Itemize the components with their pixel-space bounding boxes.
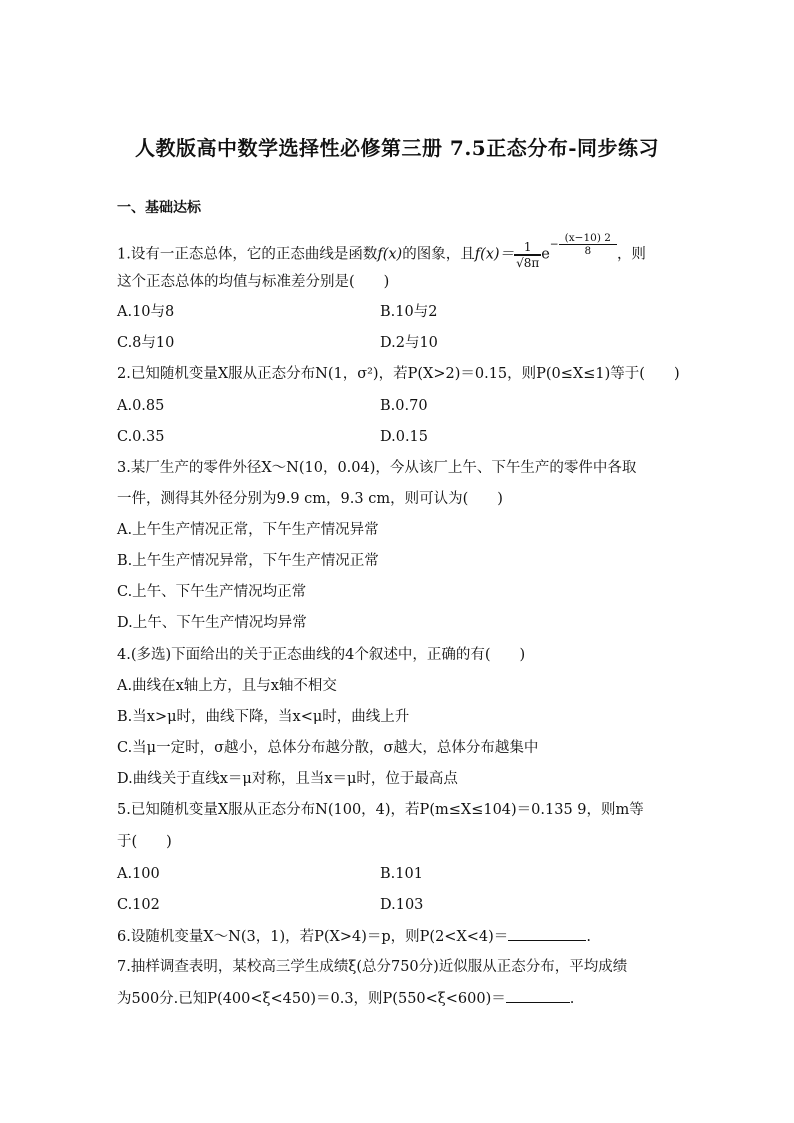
question-3-line-1: 3.某厂生产的零件外径X～N(10，0.04)，今从该厂上午、下午生产的零件中各取 (117, 460, 637, 476)
q3-option-d: D.上午、下午生产情况均异常 (117, 615, 307, 631)
q6-answer-blank[interactable] (508, 926, 586, 941)
q2-option-a: A.0.85 (117, 398, 165, 414)
question-7-line-2 (117, 988, 574, 1009)
q1-exp-den: 8 (584, 245, 592, 257)
question-6 (117, 926, 591, 947)
q5-option-a: A.100 (117, 866, 160, 882)
q2-option-c: C.0.35 (117, 429, 165, 445)
q1-option-c: C.8与10 (117, 335, 175, 351)
q5-option-c: C.102 (117, 897, 160, 913)
q4-option-a: A.曲线在x轴上方，且与x轴不相交 (117, 678, 337, 694)
question-7-line-1: 7.抽样调查表明，某校高三学生成绩ξ(总分750分)近似服从正态分布，平均成绩 (117, 959, 628, 975)
q1-option-d: D.2与10 (380, 335, 438, 351)
q1-exponent (550, 232, 617, 257)
question-1-line-1 (117, 232, 646, 270)
q1-text-end: ，则 (616, 246, 646, 263)
page-title: 人教版高中数学选择性必修第三册 7.5正态分布-同步练习 (134, 136, 660, 160)
q7-end: . (569, 991, 575, 1007)
q5-option-b: B.101 (380, 866, 423, 882)
q7-text: 为500分.已知P(400<ξ<450)＝0.3，则P(550<ξ<600)＝ (117, 991, 506, 1007)
q4-option-b: B.当x>μ时，曲线下降，当x<μ时，曲线上升 (117, 709, 410, 725)
q3-option-c: C.上午、下午生产情况均正常 (117, 584, 307, 600)
q2-option-b: B.0.70 (380, 398, 428, 414)
q7-answer-blank[interactable] (506, 988, 570, 1003)
q6-end: . (586, 929, 591, 945)
q1-exp-minus: − (549, 238, 559, 251)
q4-option-d: D.曲线关于直线x＝μ对称，且当x＝μ时，位于最高点 (117, 771, 458, 787)
q1-text-pre: 1.设有一正态总体，它的正态曲线是函数 (117, 246, 378, 263)
q1-frac-num: 1 (514, 240, 541, 255)
question-1-line-2: 这个正态总体的均值与标准差分别是( ) (117, 274, 390, 290)
question-2: 2.已知随机变量X服从正态分布N(1，σ²)，若P(X>2)＝0.15，则P(0≤X≤1)等于( ) (117, 366, 680, 382)
q1-eq-lhs: f(x)＝ (474, 246, 515, 263)
q6-text: 6.设随机变量X～N(3，1)，若P(X>4)＝p，则P(2<X<4)＝ (117, 929, 509, 945)
q1-exp-fraction (559, 232, 617, 257)
q1-e: e (541, 246, 550, 263)
q3-option-b: B.上午生产情况异常，下午生产情况正常 (117, 553, 379, 569)
q1-option-b: B.10与2 (380, 304, 438, 320)
question-5-line-1: 5.已知随机变量X服从正态分布N(100，4)，若P(m≤X≤104)＝0.135 9，则m等 (117, 802, 644, 818)
q1-frac-den: √8π (516, 255, 540, 270)
question-3-line-2: 一件，测得其外径分别为9.9 cm，9.3 cm，则可认为( ) (117, 491, 503, 507)
q1-option-a: A.10与8 (117, 304, 175, 320)
q1-exp-num: (x−10) 2 (559, 232, 617, 245)
q2-option-d: D.0.15 (380, 429, 429, 445)
q4-option-c: C.当μ一定时，σ越小，总体分布越分散，σ越大，总体分布越集中 (117, 740, 539, 756)
q1-text-mid: 的图象，且 (402, 246, 475, 263)
question-4: 4.(多选)下面给出的关于正态曲线的4个叙述中，正确的有( ) (117, 647, 526, 663)
q1-fx: f(x) (377, 246, 403, 263)
q3-option-a: A.上午生产情况正常，下午生产情况异常 (117, 522, 379, 538)
section-heading: 一、基础达标 (117, 200, 201, 216)
question-5-line-2: 于( ) (117, 834, 172, 850)
q5-option-d: D.103 (380, 897, 424, 913)
q1-fraction (514, 240, 541, 270)
